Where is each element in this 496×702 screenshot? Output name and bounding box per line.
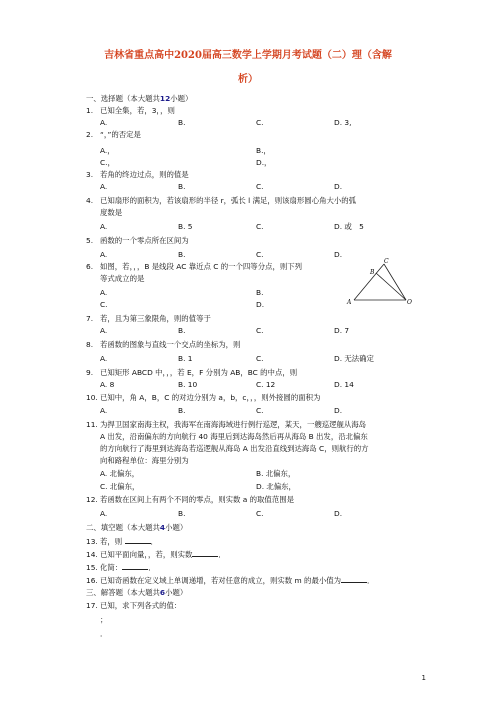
option-b: B. [178,118,186,127]
question-7 [86,314,211,324]
section-suffix: 小题） [165,523,188,532]
segment-c-o [384,264,406,300]
title-line-1: 吉林省重点高中2020届高三数学上学期月考试题（二）理（含解 [104,50,392,61]
option-a: A. [100,222,108,231]
option-c: C. [256,118,264,127]
question-text: 已知中，角 A，B，C 的对边分别为 a，b，c，，，则外接圆的面积为 [100,393,321,402]
option-c: C.， [100,158,115,167]
option-d: D. [256,300,265,309]
question-text: 为捍卫国家南海主权，我海军在南海海域进行例行巡逻，某天，一艘巡逻舰从海岛 [100,420,367,429]
question-10 [86,393,320,403]
option-d: D. 北偏东， [256,482,296,491]
question-16 [86,575,374,586]
section-heading-solve [86,588,187,598]
question-number: 9. [86,368,94,377]
question-13 [86,536,158,547]
option-b: B. 10 [178,380,198,389]
question-text: 化简： [100,563,123,572]
option-b: B. [178,326,186,335]
question-number: 12. [86,495,98,504]
question-number: 15. [86,563,98,572]
segment-a-c [354,264,384,300]
option-b: B.， [256,146,271,155]
option-d: D. 14 [334,380,354,389]
question-number: 13. [86,537,98,546]
option-b: B. 北偏东， [256,469,296,478]
question-text: 已知扇形的面积为，若该扇形的半径 r，弧长 l 满足，则该扇形圆心角大小的弧 [100,196,357,205]
question-17-part-1: ； [100,615,108,624]
question-number: 1. [86,106,94,115]
question-11-line-2: A 出发，沿南偏东的方向航行 40 海里后到达海岛然后再从海岛 B 出发，沿北偏东 [100,432,368,441]
question-text: 若，则 [100,537,123,546]
option-d: D. [334,509,343,518]
answer-blank [192,549,218,557]
question-11-line-4: 向和路程单位：海里分别为 [100,456,189,465]
segment-b-o [376,273,406,300]
option-a: A. [100,406,108,415]
question-15 [86,562,156,573]
question-12 [86,495,294,505]
option-c: C. [256,326,264,335]
answer-blank [341,575,367,583]
punctuation: ． [367,576,375,585]
option-c: C. [256,182,264,191]
option-b: B. [178,406,186,415]
question-number: 8. [86,340,94,349]
question-text: 已知平面向量，，若，则实数 [100,550,193,559]
question-6 [86,262,302,272]
question-number: 4. [86,196,94,205]
option-d: D. 7 [334,326,350,335]
question-text: 已知，求下列各式的值： [100,601,182,610]
question-17 [86,601,181,611]
option-c: C. [256,222,264,231]
section-suffix: 小题） [165,588,188,597]
section-heading-choice [86,94,192,104]
option-c: C. 北偏东， [100,482,140,491]
option-a: A. 8 [100,380,115,389]
option-d: D.， [256,158,272,167]
question-text: 已知奇函数在定义域上单调递增，若对任意的成立，则实数 m 的最小值为 [100,576,342,585]
section-suffix: 小题） [170,94,193,103]
question-text: 函数的一个零点所在区间为 [100,236,189,245]
question-text: 已知矩形 ABCD 中，，，若 E，F 分别为 AB，BC 的中点，则 [100,368,298,377]
question-number: 2. [86,130,94,139]
section-heading-fill [86,523,187,533]
option-c: C. 12 [256,380,276,389]
question-number: 11. [86,420,98,429]
question-text: 若函数在区间上有两个不同的零点，则实数 a 的取值范围是 [100,495,294,504]
section-count: 12 [159,94,171,103]
option-a: A. 北偏东， [100,469,140,478]
option-b: B. 5 [178,222,193,231]
question-9 [86,368,297,378]
question-11-line-3: 的方向航行了海里到达海岛若巡逻舰从海岛 A 出发沿直线到达海岛 C，则航行的方 [100,444,369,453]
question-4-continued: 度数是 [100,208,123,217]
answer-blank [122,562,148,570]
question-6-continued: 等式成立的是 [100,274,145,283]
question-3 [86,170,189,180]
option-d: D. [334,250,343,259]
option-b: B. [178,509,186,518]
label-o: O [407,299,412,306]
question-8 [86,340,240,350]
document-title [60,44,436,92]
answer-blank [125,536,151,544]
title-line-2: 析） [238,74,258,85]
question-text: 已知全集，若，3，，则 [100,106,175,115]
punctuation: ． [148,563,156,572]
option-a: A. [100,182,108,191]
option-c: C. [256,406,264,415]
question-number: 17. [86,601,98,610]
option-b: B. [178,250,186,259]
section-prefix: 二、填空题（本大题共 [86,523,160,532]
option-a: A. [100,288,108,297]
question-14 [86,549,226,560]
option-c: C. [256,509,264,518]
page-number: 1 [421,674,426,682]
question-number: 16. [86,576,98,585]
label-b: B [370,269,375,276]
option-d: D. [334,182,343,191]
section-prefix: 一、选择题（本大题共 [86,94,160,103]
question-number: 6. [86,262,94,271]
option-c: C. [256,354,264,363]
option-c: C. [100,300,108,309]
option-a: A. [100,354,108,363]
punctuation: ． [218,550,226,559]
punctuation: ． [150,537,158,546]
option-d: D. 3, [334,118,352,127]
question-number: 7. [86,314,94,323]
question-1 [86,106,175,116]
option-a: A. [100,326,108,335]
section-count: 6 [159,588,166,597]
label-a: A [347,299,352,306]
question-text: 若函数的图象与直线一个交点的坐标为，则 [100,340,241,349]
option-a: A. [100,118,108,127]
question-text: 如图，若，，，B 是线段 AC 靠近点 C 的一个四等分点，则下列 [100,262,303,271]
triangle-figure [340,258,420,308]
option-d: D. 无法确定 [334,354,374,363]
option-a: A.， [100,146,115,155]
question-4 [86,196,356,206]
question-11 [86,420,366,430]
question-text: 若，且为第三象限角，则的值等于 [100,314,211,323]
option-a: A. [100,250,108,259]
label-c: C [384,258,389,265]
question-2 [86,130,141,140]
question-text: 若角的终边过点，则的值是 [100,170,189,179]
question-number: 14. [86,550,98,559]
question-number: 3. [86,170,94,179]
question-number: 5. [86,236,94,245]
option-b: B. [178,182,186,191]
question-number: 10. [86,393,98,402]
option-d: D. [334,406,343,415]
question-5 [86,236,189,246]
option-c: C. [256,250,264,259]
option-b: B. [256,288,264,297]
option-a: A. [100,509,108,518]
option-b: B. 1 [178,354,193,363]
section-count: 4 [159,523,166,532]
question-17-part-2: ． [100,629,108,638]
question-text: “，”的否定是 [100,130,141,139]
section-prefix: 三、解答题（本大题共 [86,588,160,597]
option-d: D. 或 5 [334,222,364,231]
